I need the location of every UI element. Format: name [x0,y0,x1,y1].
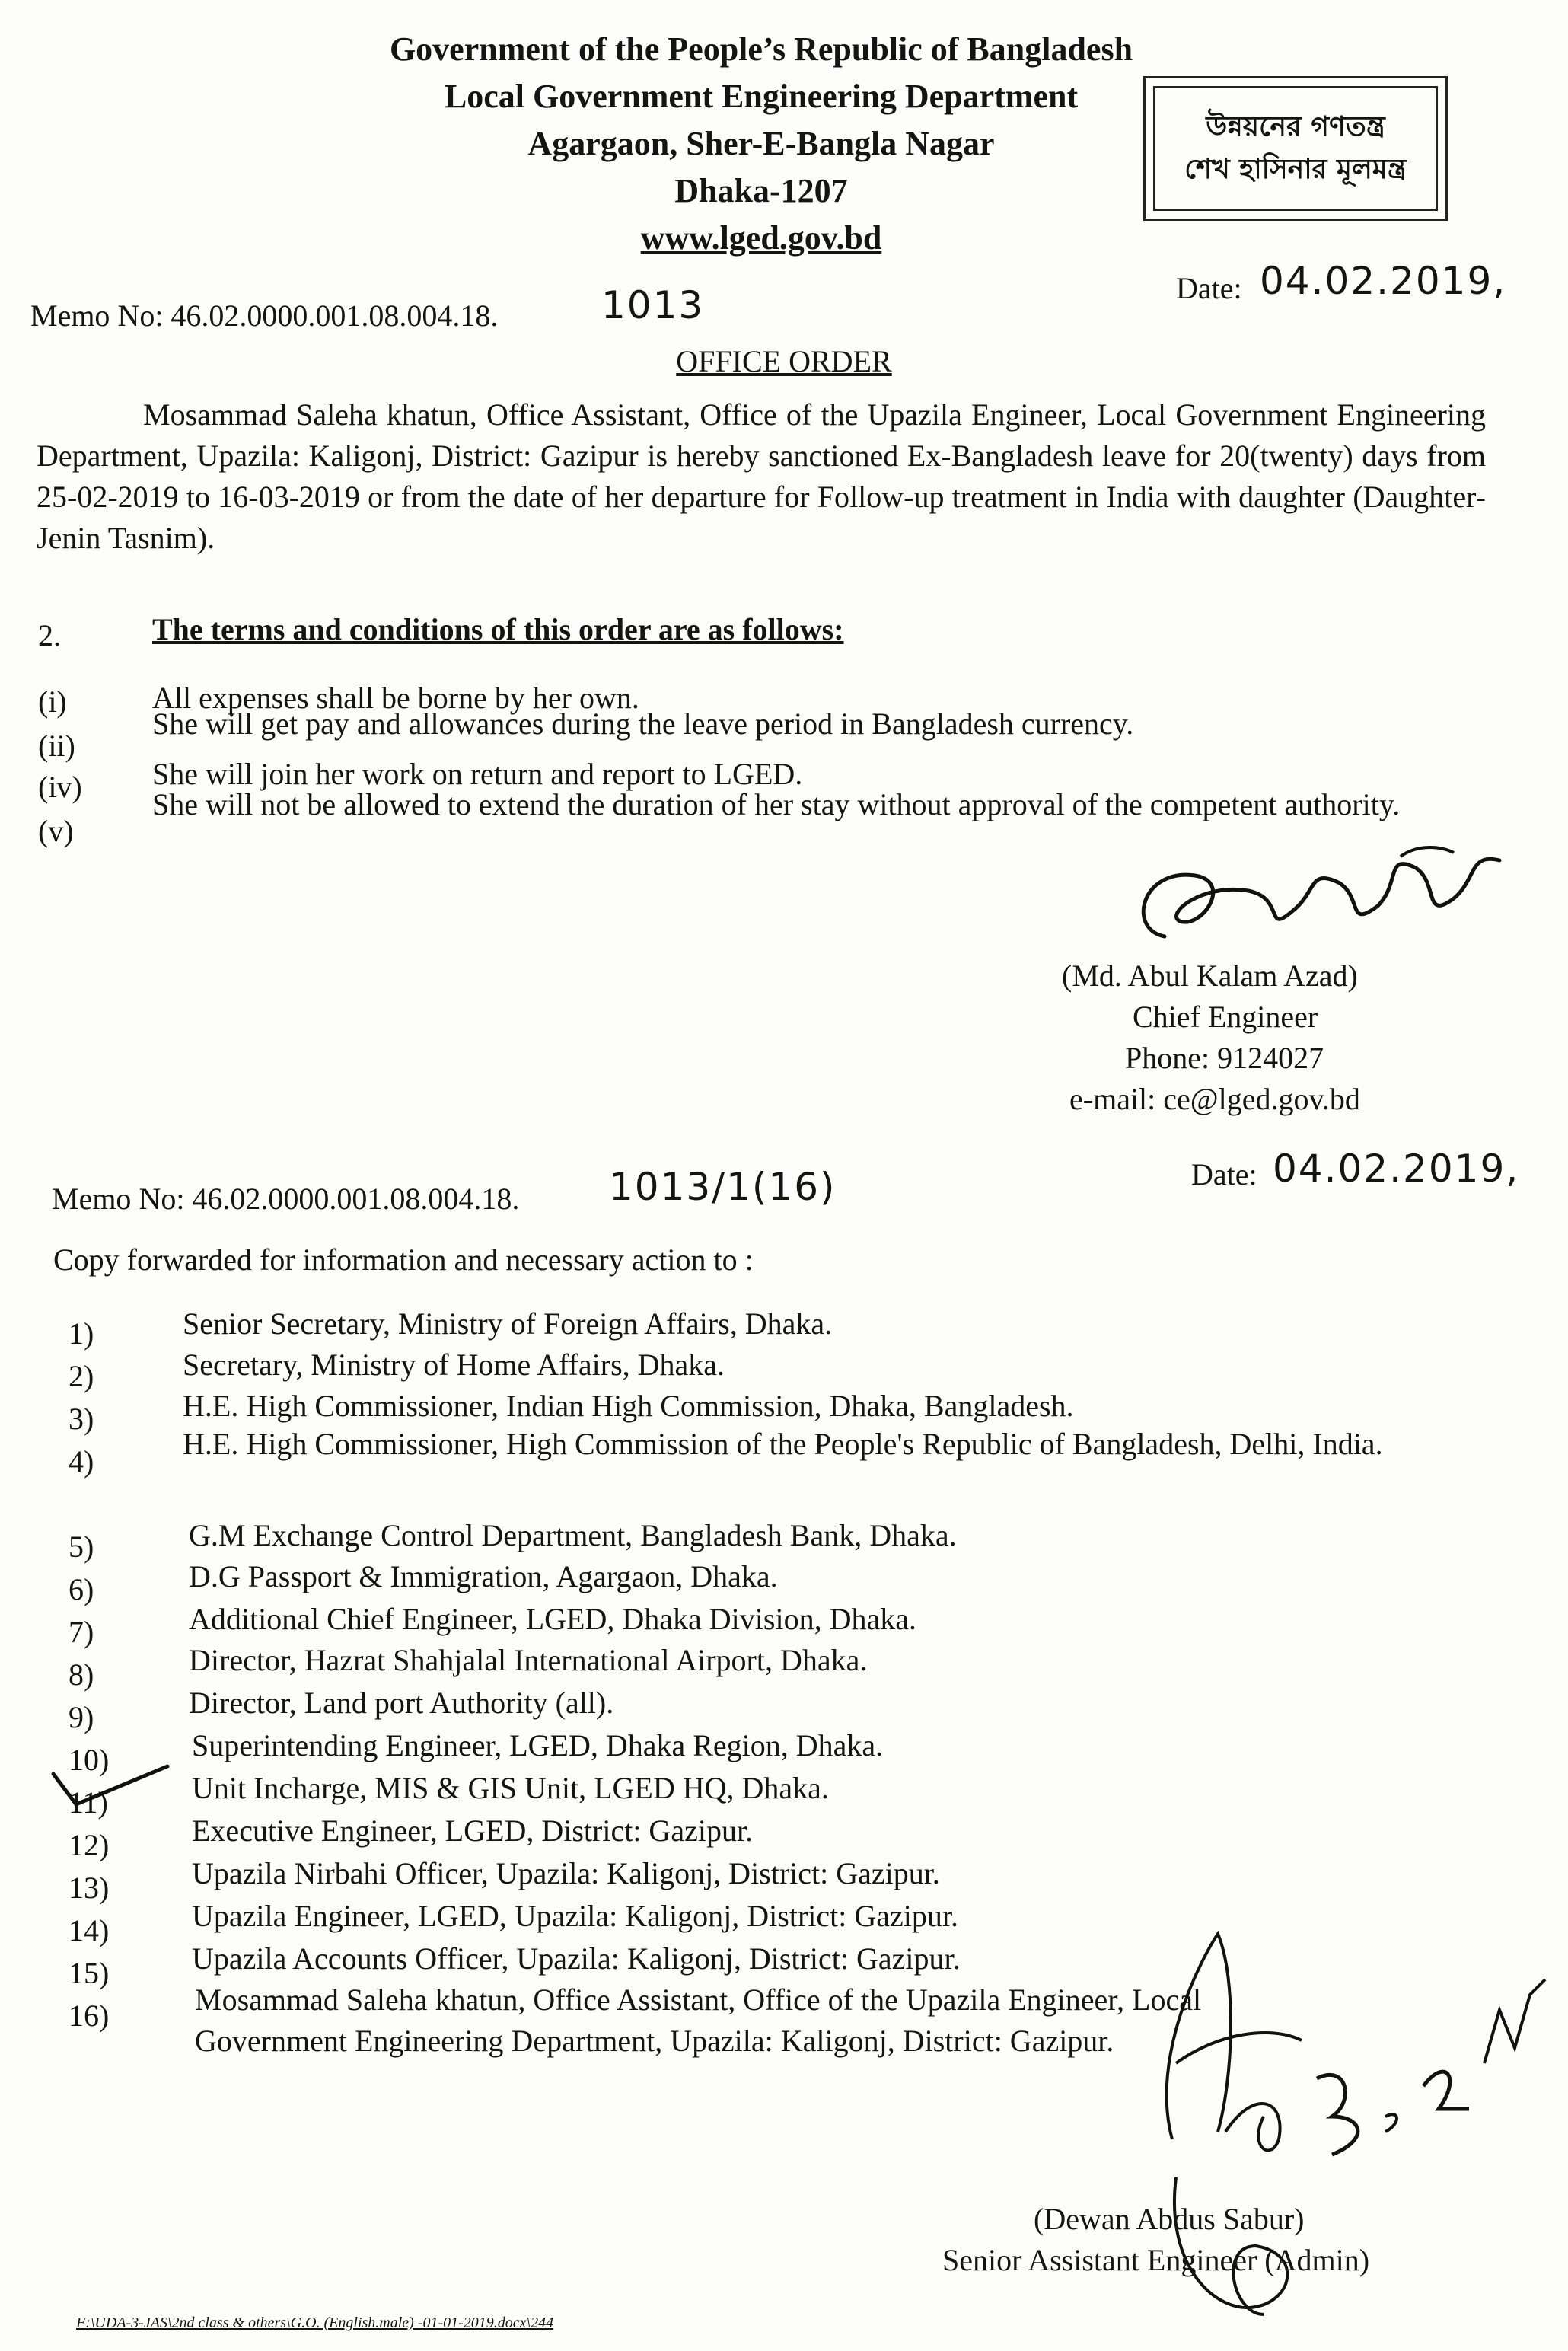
chief-engineer-signature [1111,837,1522,967]
header-line4: Dhaka-1207 [674,172,848,209]
stamp-line2: শেখ হাসিনার মূলমন্ত্র [1184,154,1407,185]
memo1-date-label: Date: [1176,271,1242,305]
recipient-num: 15) [69,1956,110,1990]
office-order-title: OFFICE ORDER [676,344,892,378]
recipient-text: D.G Passport & Immigration, Agargaon, Dhaka. [189,1559,778,1593]
term-text: All expenses shall be borne by her own. [152,681,639,715]
copy-intro: Copy forwarded for information and necessary action to : [53,1242,754,1277]
checkmark-icon [46,1751,175,1812]
recipient-num: 3) [69,1402,94,1436]
recipient-text: Additional Chief Engineer, LGED, Dhaka Division, Dhaka. [189,1602,916,1636]
memo1-handwritten-no: 1013 [601,283,705,327]
recipient-text: H.E. High Commissioner, Indian High Commission, Dhaka, Bangladesh. [183,1389,1074,1423]
recipient-num: 16) [69,1999,110,2033]
section-title: The terms and conditions of this order are as follows: [152,612,844,646]
recipient-text: Senior Secretary, Ministry of Foreign Affairs, Dhaka. [183,1306,833,1341]
recipient-num: 12) [69,1828,110,1862]
term-num: (ii) [38,729,75,763]
memo1-handwritten-date: 04.02.2019, [1260,259,1507,303]
header-line2: Local Government Engineering Department [444,78,1079,115]
recipient-text: Unit Incharge, MIS & GIS Unit, LGED HQ, Dhaka. [192,1771,829,1805]
recipient-text: Director, Land port Authority (all). [189,1686,614,1720]
recipient-num: 4) [69,1444,94,1479]
term-num: (iv) [38,770,82,804]
recipient-num: 14) [69,1913,110,1947]
file-path-footer: F:\UDA-3-JAS\2nd class & others\G.O. (English.male) -01-01-2019.docx\244 [76,2314,554,2331]
term-num: (i) [38,684,67,719]
signatory1-email: e-mail: ce@lged.gov.bd [1069,1082,1360,1116]
recipient-num: 8) [69,1657,94,1692]
signatory1-name: (Md. Abul Kalam Azad) [1062,959,1358,993]
term-text: She will join her work on return and report to LGED. [152,757,803,791]
recipient-text: Superintending Engineer, LGED, Dhaka Region, Dhaka. [192,1728,884,1762]
term-text: She will get pay and allowances during the leave period in Bangladesh currency. [152,707,1134,741]
section-number: 2. [38,618,61,652]
header-line1: Government of the People’s Republic of Bangladesh [389,30,1133,68]
memo2-label: Memo No: 46.02.0000.001.08.004.18. [52,1182,520,1216]
recipient-num: 7) [69,1615,94,1649]
recipient-text: Secretary, Ministry of Home Affairs, Dhaka. [183,1348,725,1382]
recipient-num: 1) [69,1316,94,1351]
recipient-text: Director, Hazrat Shahjalal International Airport, Dhaka. [189,1643,868,1677]
recipient-num: 13) [69,1871,110,1905]
memo2-date-label: Date: [1191,1157,1257,1191]
recipient-num: 5) [69,1530,94,1564]
memo1-label: Memo No: 46.02.0000.001.08.004.18. [30,298,499,333]
recipient-text: Executive Engineer, LGED, District: Gazipur. [192,1813,754,1848]
memo2-handwritten-date: 04.02.2019, [1273,1147,1520,1191]
term-num: (v) [38,814,74,848]
stamp-line1: উন্নয়নের গণতন্ত্র [1206,111,1385,142]
recipient-text: Upazila Engineer, LGED, Upazila: Kaligonj, District: Gazipur. [192,1899,958,1933]
recipient-text: Upazila Nirbahi Officer, Upazila: Kaligonj, District: Gazipur. [192,1856,940,1890]
order-paragraph: Mosammad Saleha khatun, Office Assistant, Office of the Upazila Engineer, Local Government Engineering Department, Upazila: Kaligonj, District: Gazipur is hereby sanctioned Ex-Bangladesh leave for 20(twenty) days from 25-02-2019 to 16-03-2019 or from the date of her departure for Follow-up treatment in India with daughter (Daughter-Jenin Tasnim). [37,397,1486,555]
recipient-num: 2) [69,1359,94,1393]
recipient-text: H.E. High Commissioner, High Commission of the People's Republic of Bangladesh, Delhi, India. [183,1427,1383,1461]
recipient-num: 10) [69,1743,110,1777]
signatory1-title: Chief Engineer [1133,1000,1318,1034]
recipient-num: 6) [69,1572,94,1606]
term-text: She will not be allowed to extend the duration of her stay without approval of the competent authority. [152,787,1401,821]
slogan-stamp [1143,76,1448,221]
recipient-text: Upazila Accounts Officer, Upazila: Kaligonj, District: Gazipur. [192,1941,961,1976]
recipient-text: Mosammad Saleha khatun, Office Assistant, Office of the Upazila Engineer, Local Government Engineering Department, Upazila: Kaligonj, District: Gazipur. [195,1983,1202,2058]
signatory2-title: Senior Assistant Engineer (Admin) [942,2243,1370,2277]
recipient-num: 11) [69,1785,108,1820]
recipient-text: G.M Exchange Control Department, Bangladesh Bank, Dhaka. [189,1518,957,1552]
memo2-handwritten-no: 1013/1(16) [609,1165,837,1209]
recipient-num: 9) [69,1700,94,1734]
header-website: www.lged.gov.bd [640,219,882,257]
signatory2-name: (Dewan Abdus Sabur) [1034,2202,1305,2236]
signatory1-phone: Phone: 9124027 [1125,1041,1324,1075]
header-line3: Agargaon, Sher-E-Bangla Nagar [527,125,995,162]
